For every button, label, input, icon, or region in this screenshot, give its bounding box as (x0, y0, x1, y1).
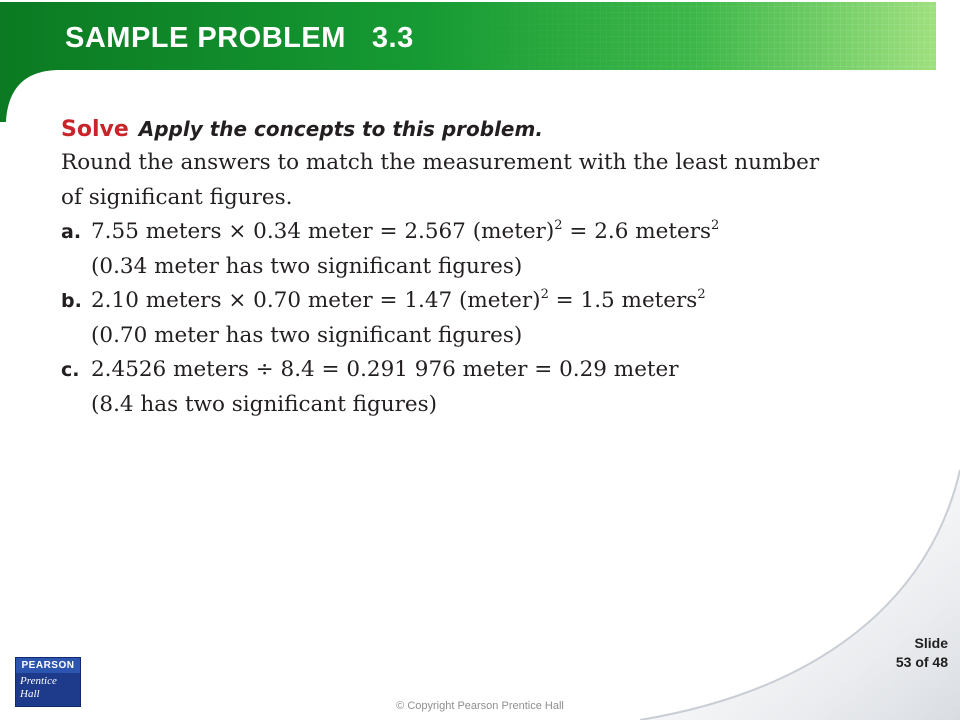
item-b-math-part2: = 1.5 meters (548, 288, 698, 313)
item-c-math: 2.4526 meters ÷ 8.4 = 0.291 976 meter = 0.29 meter (91, 357, 679, 382)
item-a-label: a. (61, 221, 82, 243)
item-b-math (91, 288, 706, 313)
problem-number: 3.3 (371, 22, 414, 54)
item-a-exponent-2: 2 (711, 218, 720, 233)
item-c-label: c. (61, 359, 80, 381)
solution-content (61, 112, 921, 422)
slide-counter-value: 53 of 48 (895, 654, 948, 670)
logo-pearson-text: PEARSON (16, 658, 80, 673)
intro-line-2: of significant figures. (61, 184, 293, 210)
item-c-note: (8.4 has two significant figures) (91, 391, 438, 417)
item-a-equation (61, 215, 921, 250)
item-b-exponent-2: 2 (697, 287, 706, 302)
solve-instruction: Apply the concepts to this problem. (138, 117, 543, 141)
intro-line-1: Round the answers to match the measurement with the least number (61, 150, 820, 175)
item-b-exponent-1: 2 (540, 287, 549, 302)
solve-heading (61, 112, 921, 146)
slide-label: Slide (914, 635, 948, 651)
title-text: SAMPLE PROBLEM (65, 22, 346, 54)
item-b-equation (61, 284, 921, 319)
item-a-math-part2: = 2.6 meters (562, 219, 712, 244)
item-b-math-part1: 2.10 meters × 0.70 meter = 1.47 (meter) (91, 288, 541, 313)
logo-prentice-hall-text: Prentice Hall (20, 675, 57, 700)
item-c-equation (61, 353, 921, 388)
item-a-math-part1: 7.55 meters × 0.34 meter = 2.567 (meter) (91, 219, 555, 244)
slide-counter (896, 634, 948, 672)
item-a-exponent-1: 2 (554, 218, 563, 233)
item-b-label: b. (61, 290, 82, 312)
copyright-notice: © Copyright Pearson Prentice Hall (396, 700, 564, 712)
item-a-note: (0.34 meter has two significant figures) (91, 253, 523, 279)
item-b-note: (0.70 meter has two significant figures) (91, 322, 523, 348)
solve-label: Solve (61, 117, 129, 142)
item-a-math (91, 219, 719, 244)
